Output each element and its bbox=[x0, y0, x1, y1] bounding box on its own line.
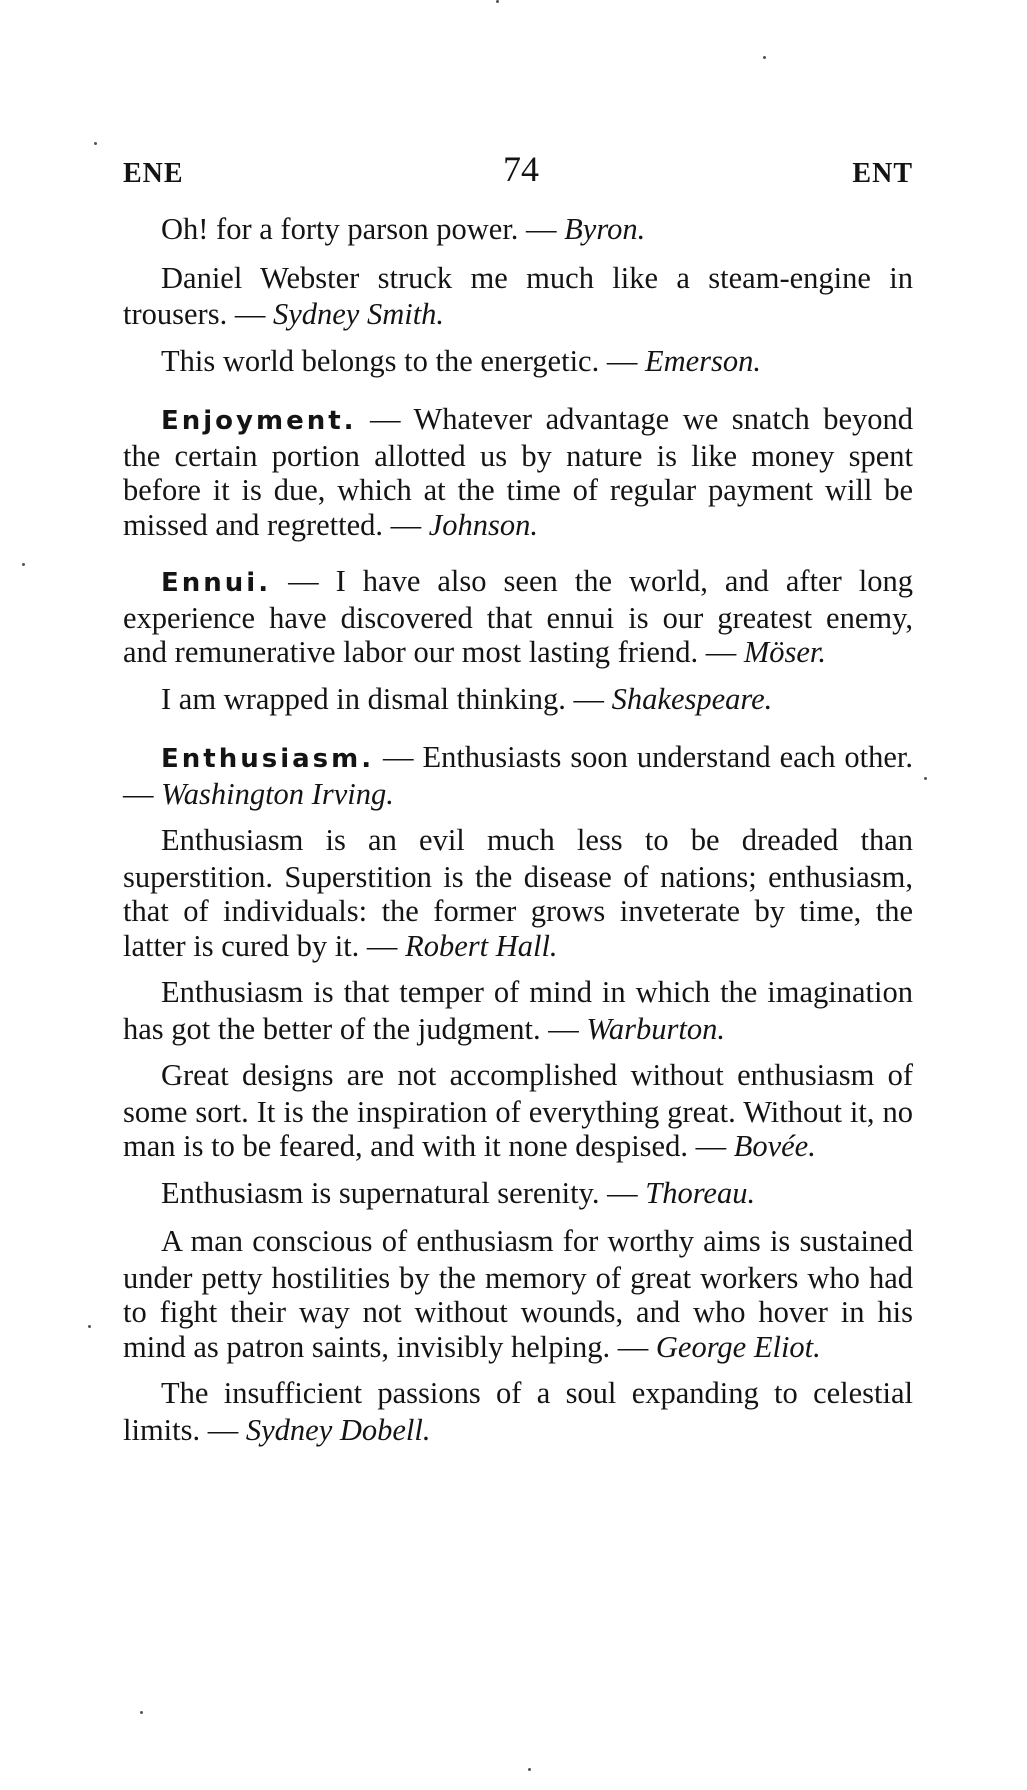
paper-speck bbox=[763, 56, 766, 59]
header-right-guide-word: ENT bbox=[852, 158, 913, 189]
quote-text: — Whatever advantage we snatch beyond the certain portion allotted us by nature is like money spent before it is due, which at the time of regular payment will be missed and regretted. — bbox=[123, 402, 913, 542]
quote-text: I am wrapped in dismal thinking. — bbox=[161, 681, 612, 716]
quote-entry bbox=[123, 1224, 913, 1364]
paper-speck bbox=[88, 1325, 91, 1328]
quote-text: Great designs are not accomplished without enthusiasm of some sort. It is the inspiration of everything great. Without it, no man is to be feared, and with it none despised. — bbox=[123, 1058, 913, 1163]
page-number: 74 bbox=[503, 149, 539, 189]
quote-author: Shakespeare. bbox=[611, 681, 773, 716]
quote-author: Sydney Dobell. bbox=[245, 1412, 431, 1447]
quote-entry bbox=[123, 682, 913, 719]
quote-author: Bovée. bbox=[733, 1129, 816, 1163]
quote-entry bbox=[123, 740, 913, 811]
topic-heading: Ennui. bbox=[161, 568, 272, 598]
quote-author: Byron. bbox=[564, 212, 646, 246]
quote-author: Thoreau. bbox=[645, 1175, 756, 1210]
topic-heading: Enjoyment. bbox=[161, 406, 357, 436]
quote-entry bbox=[123, 261, 913, 332]
quote-entry bbox=[123, 975, 913, 1046]
quote-text: Daniel Webster struck me much like a steam-engine in trousers. — bbox=[123, 260, 913, 331]
quote-entry bbox=[123, 1376, 913, 1447]
quote-author: Washington Irving. bbox=[161, 776, 394, 811]
quote-author: Sydney Smith. bbox=[272, 297, 445, 331]
quote-entry bbox=[123, 212, 913, 249]
quote-text: The insufficient passions of a soul expanding to celestial limits. — bbox=[123, 1376, 913, 1447]
quotation-list bbox=[123, 212, 913, 1459]
quote-text: Enthusiasm is supernatural serenity. — bbox=[161, 1175, 646, 1210]
quote-entry bbox=[123, 402, 913, 542]
quote-entry bbox=[123, 564, 913, 670]
quote-entry bbox=[123, 1176, 913, 1213]
paper-speck bbox=[22, 563, 25, 566]
quote-text: This world belongs to the energetic. — bbox=[161, 343, 645, 378]
quote-text: — Enthusiasts soon understand each other. — bbox=[123, 740, 913, 811]
quote-author: Warburton. bbox=[586, 1011, 726, 1046]
quote-author: Emerson. bbox=[644, 343, 762, 378]
header-left-guide-word: ENE bbox=[123, 158, 184, 189]
paper-speck bbox=[496, 0, 499, 3]
paper-speck bbox=[94, 142, 97, 145]
quote-text: Enthusiasm is that temper of mind in which the imagination has got the better of the judgment. — bbox=[123, 975, 913, 1046]
paper-speck bbox=[924, 777, 927, 780]
quote-author: George Eliot. bbox=[655, 1329, 821, 1364]
running-header bbox=[123, 148, 913, 198]
quote-entry bbox=[123, 344, 913, 381]
quote-text: Enthusiasm is an evil much less to be dreaded than superstition. Superstition is the disease of nations; enthusiasm, that of individuals: the former grows inveterate by time, the latter is cured by it. — bbox=[123, 823, 913, 963]
quote-author: Johnson. bbox=[428, 507, 539, 542]
paper-speck bbox=[140, 1711, 143, 1714]
quote-text: Oh! for a forty parson power. — bbox=[161, 212, 565, 246]
topic-heading: Enthusiasm. bbox=[161, 744, 375, 774]
quote-text: A man conscious of enthusiasm for worthy aims is sustained under petty hostilities by the memory of great workers who had to fight their way not without wounds, and who hover in his mind as patron saints, invisibly helping. — bbox=[123, 1224, 913, 1364]
quote-author: Möser. bbox=[743, 635, 827, 669]
quote-text: — I have also seen the world, and after long experience have discovered that ennui is our greatest enemy, and remunerative labor our most lasting friend. — bbox=[123, 564, 913, 669]
paper-speck bbox=[528, 1768, 531, 1771]
quote-author: Robert Hall. bbox=[405, 928, 558, 963]
quote-entry bbox=[123, 823, 913, 963]
quote-entry bbox=[123, 1058, 913, 1164]
